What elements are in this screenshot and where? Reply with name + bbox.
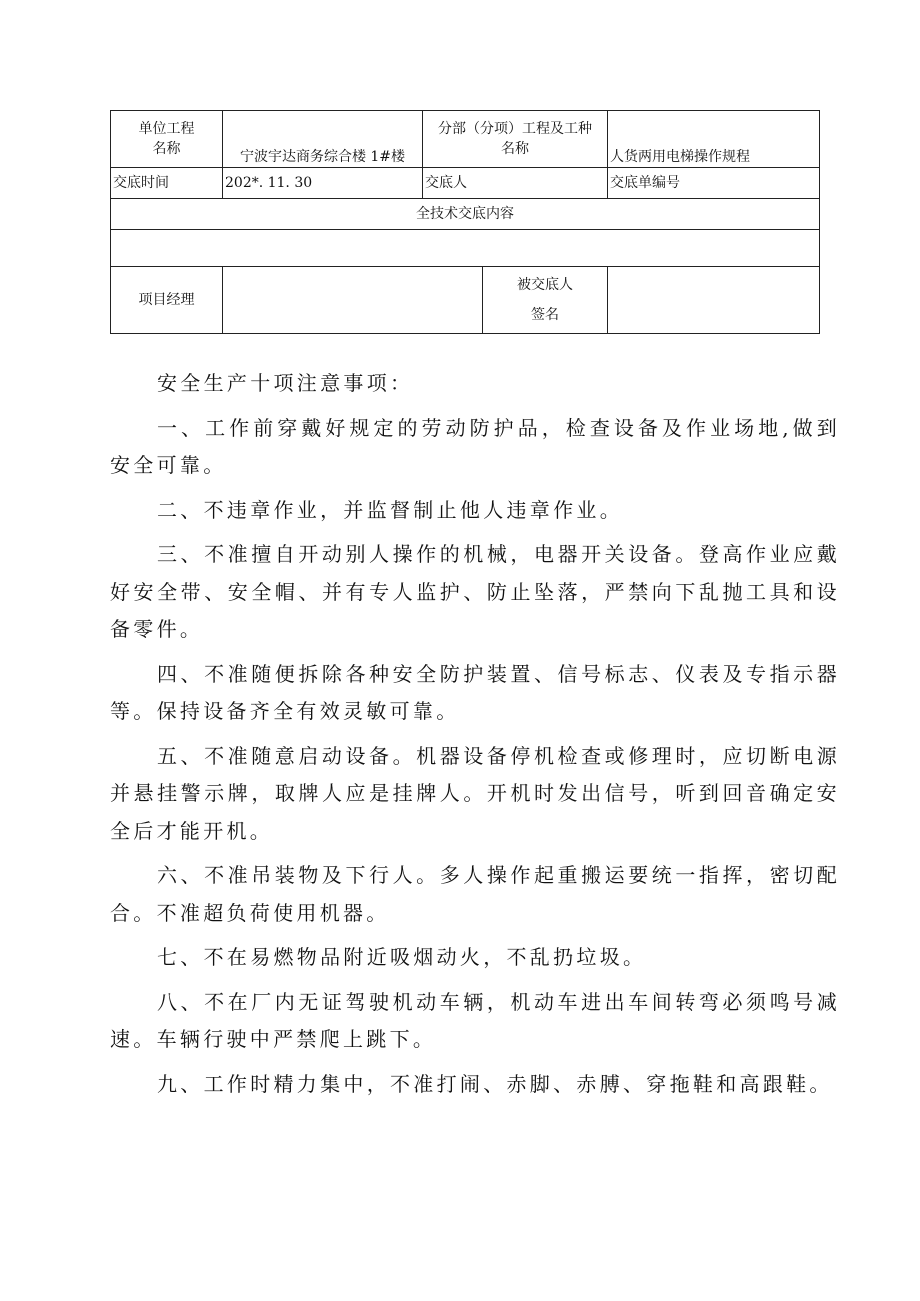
form-number-label: 交底单编号 bbox=[608, 168, 820, 199]
list-item: 九、工作时精力集中，不准打闹、赤脚、赤膊、穿拖鞋和高跟鞋。 bbox=[157, 1071, 833, 1096]
unit-project-value: 宁波宇达商务综合楼 1#楼 bbox=[223, 111, 423, 168]
safety-notes-title: 安全生产十项注意事项： bbox=[157, 371, 414, 395]
sub-project-label: 分部（分项）工程及工种 名称 bbox=[423, 111, 608, 168]
manager-label: 项目经理 bbox=[111, 267, 223, 334]
unit-project-label: 单位工程 名称 bbox=[111, 111, 223, 168]
handover-header-table bbox=[110, 110, 820, 334]
presenter-label: 交底人 bbox=[423, 168, 608, 199]
list-item: 七、不在易燃物品附近吸烟动火，不乱扔垃圾。 bbox=[157, 945, 647, 969]
recipient-signature-cell bbox=[608, 267, 820, 334]
content-cell bbox=[111, 230, 820, 267]
sub-project-value: 人货两用电梯操作规程 bbox=[608, 111, 820, 168]
list-item: 五、不准随意启动设备。机器设备停机检查或修理时，应切断电源并悬挂警示牌，取牌人应是挂牌人。开机时发出信号，听到回音确定安全后才能开机。 bbox=[110, 743, 840, 843]
date-label: 交底时间 bbox=[111, 168, 223, 199]
recipient-label: 被交底人 签名 bbox=[483, 267, 608, 334]
safety-notes bbox=[110, 365, 840, 1110]
table-row bbox=[111, 199, 820, 230]
table-row bbox=[111, 230, 820, 267]
list-item: 一、工作前穿戴好规定的劳动防护品，检查设备及作业场地,做到安全可靠。 bbox=[110, 415, 840, 477]
list-item: 八、不在厂内无证驾驶机动车辆，机动车进出车间转弯必须鸣号减速。车辆行驶中严禁爬上跳下。 bbox=[110, 989, 840, 1051]
list-item: 三、不准擅自开动别人操作的机械，电器开关设备。登高作业应戴好安全带、安全帽、并有专人监护、防止坠落，严禁向下乱抛工具和设备零件。 bbox=[110, 542, 840, 641]
content-title: 全技术交底内容 bbox=[111, 199, 820, 230]
list-item: 四、不准随便拆除各种安全防护装置、信号标志、仪表及专指示器等。保持设备齐全有效灵敏可靠。 bbox=[110, 661, 840, 723]
table-row bbox=[111, 111, 820, 168]
table-row bbox=[111, 267, 820, 334]
date-value: 202*. 11. 30 bbox=[223, 168, 423, 199]
manager-signature-cell bbox=[223, 267, 483, 334]
list-item: 二、不违章作业，并监督制止他人违章作业。 bbox=[157, 497, 623, 522]
table-row bbox=[111, 168, 820, 199]
list-item: 六、不准吊装物及下行人。多人操作起重搬运要统一指挥，密切配合。不准超负荷使用机器。 bbox=[110, 863, 840, 925]
